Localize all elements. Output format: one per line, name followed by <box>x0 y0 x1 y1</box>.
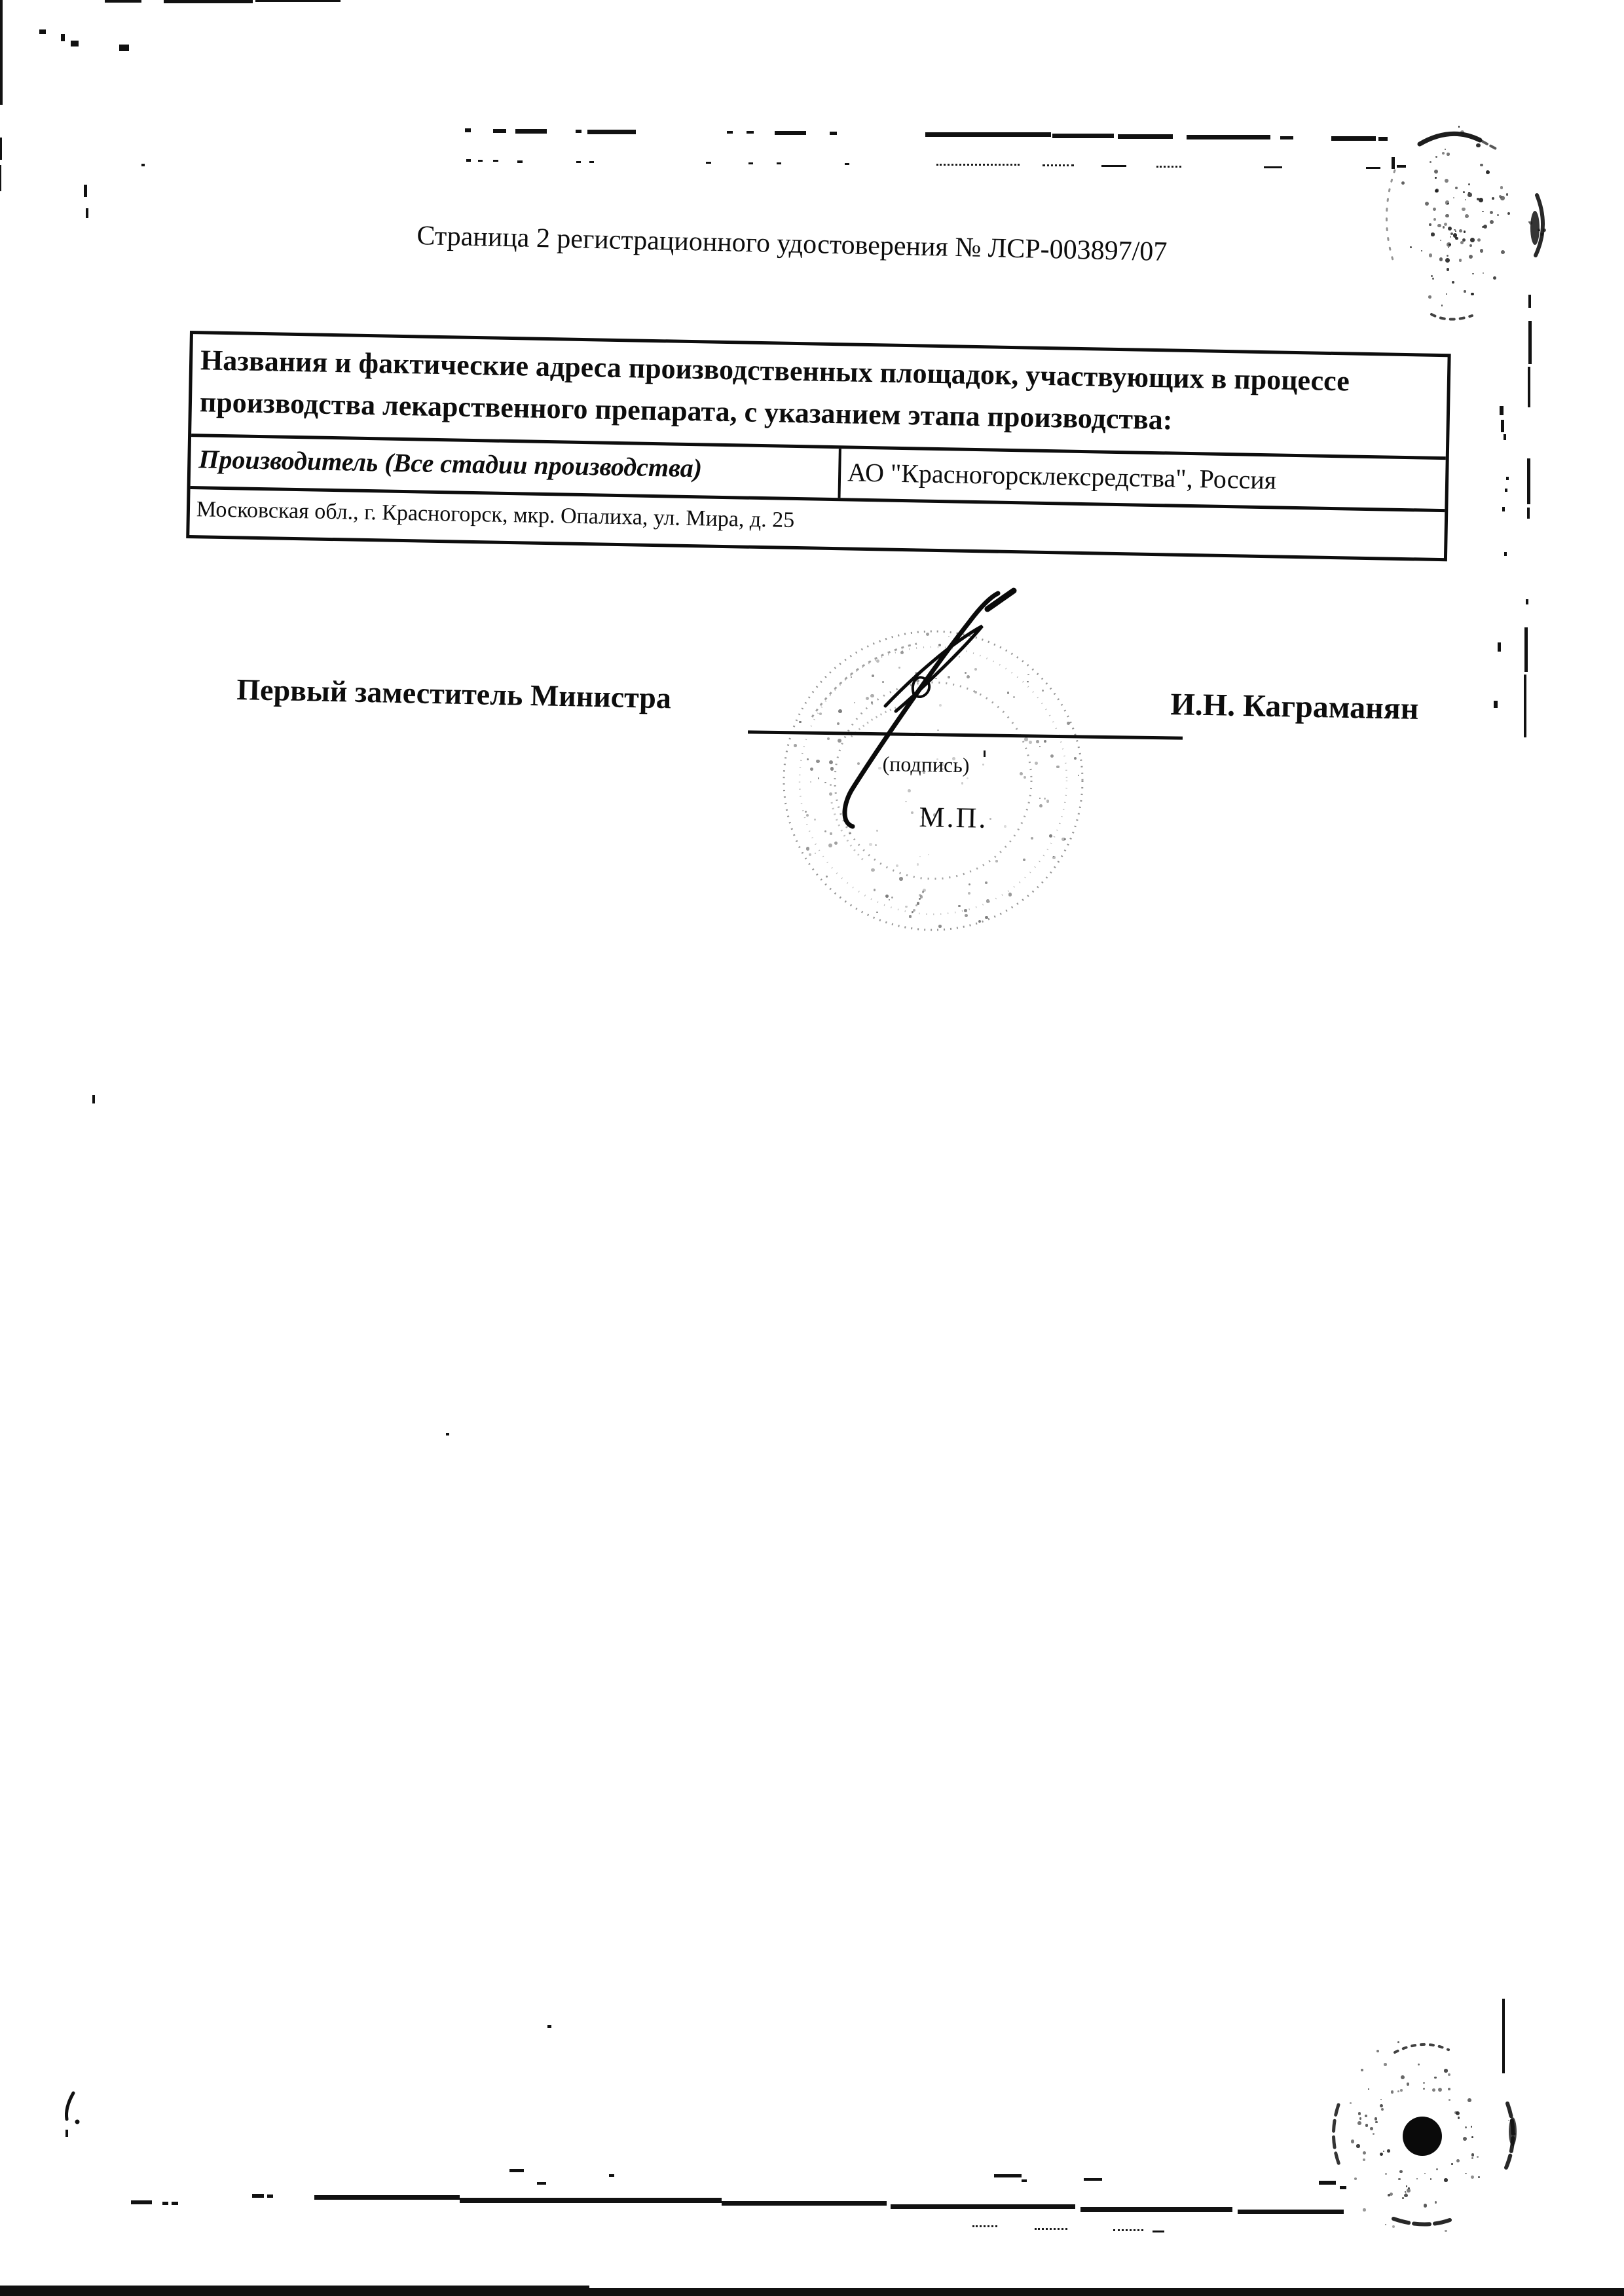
scan-speck <box>39 29 46 34</box>
scan-speck <box>460 2198 722 2203</box>
scan-speck <box>71 41 79 46</box>
scan-speck <box>1502 507 1505 511</box>
scan-speck <box>164 0 253 3</box>
scan-speck <box>1118 134 1173 139</box>
scan-speck <box>1506 477 1509 480</box>
scan-speck <box>509 2169 524 2172</box>
producer-address-cell: Московская обл., г. Красногорск, мкр. Опалиха, ул. Мира, д. 25 <box>196 497 795 532</box>
scan-speck <box>1022 2179 1027 2182</box>
scan-speck <box>141 164 145 166</box>
scan-speck <box>466 159 471 162</box>
scan-speck <box>255 0 341 2</box>
scan-speck <box>1084 2178 1102 2181</box>
page-header: Страница 2 регистрационного удостоверения № ЛСР-003897/07 <box>416 220 1168 267</box>
scan-speck <box>994 2174 1022 2177</box>
scan-speck <box>589 161 594 163</box>
scan-speck <box>1280 136 1293 139</box>
scan-speck <box>119 45 129 51</box>
scan-speck <box>517 160 523 163</box>
scan-speck <box>84 185 87 197</box>
scan-speck <box>1527 508 1530 519</box>
scan-speck <box>1052 134 1114 138</box>
scan-speck <box>1494 701 1498 708</box>
scan-speck <box>727 131 733 134</box>
scan-speck <box>1526 599 1528 604</box>
scan-speck <box>493 160 498 162</box>
scan-speck <box>576 130 581 133</box>
scan-speck <box>131 2200 152 2204</box>
scan-speck <box>1101 165 1126 167</box>
scan-speck <box>465 128 471 132</box>
scan-speck <box>722 2201 887 2206</box>
scan-speck <box>0 165 1 191</box>
scan-speck <box>972 2225 997 2227</box>
scan-speck <box>172 2202 178 2205</box>
scan-speck <box>92 1095 95 1103</box>
scan-speck <box>576 2288 1624 2296</box>
producer-name-cell: АО "Красногорсклексредства", Россия <box>847 457 1277 495</box>
scan-speck <box>1504 552 1507 556</box>
scan-speck <box>0 138 2 160</box>
scan-speck <box>925 132 1051 137</box>
producer-stage-cell: Производитель (Все стадии производства) <box>191 437 841 498</box>
seal-abbreviation: М.П. <box>919 800 988 834</box>
scan-speck <box>1501 420 1504 432</box>
scan-speck <box>891 2204 1075 2209</box>
scan-speck <box>609 2174 614 2177</box>
scan-speck <box>547 2025 551 2028</box>
scan-speck <box>1524 675 1526 737</box>
scan-speck <box>1528 367 1530 407</box>
top-right-emblem-artifact <box>1362 111 1572 334</box>
scan-speck <box>1500 406 1504 415</box>
scan-speck <box>252 2194 264 2198</box>
scan-speck <box>1187 135 1270 139</box>
scan-speck <box>537 2182 546 2185</box>
scan-speck <box>0 0 3 105</box>
scan-speck <box>576 161 581 163</box>
production-sites-table <box>186 331 1450 561</box>
hole-punch-mark <box>1403 2117 1442 2156</box>
signatory-name: И.Н. Каграманян <box>1170 686 1419 726</box>
scan-speck <box>706 162 711 164</box>
scan-speck <box>86 208 88 218</box>
scan-speck <box>267 2194 273 2198</box>
scan-speck <box>1153 2231 1164 2232</box>
scan-speck <box>1498 642 1501 652</box>
signature-caption: (подпись) <box>882 752 970 777</box>
scan-speck <box>1113 2229 1143 2231</box>
scan-speck <box>515 129 547 134</box>
bottom-right-emblem-artifact <box>1310 2024 1532 2240</box>
scan-speck <box>777 162 781 164</box>
scan-speck <box>748 162 753 164</box>
scan-speck <box>61 34 65 41</box>
scan-speck <box>1504 434 1506 440</box>
scan-speck <box>1156 166 1181 168</box>
scan-speck <box>493 129 506 133</box>
scan-speck <box>105 0 141 3</box>
scan-speck <box>936 164 1020 166</box>
scan-speck <box>1264 166 1282 168</box>
scan-speck <box>1035 2228 1067 2230</box>
handwritten-signature <box>812 576 1035 838</box>
scan-speck <box>1043 164 1074 166</box>
scan-speck <box>0 2286 589 2296</box>
scan-speck <box>446 1433 449 1435</box>
scan-speck <box>775 131 806 135</box>
table-header-cell: Названия и фактические адреса производственных площадок, участвующих в процессе производства лекарственного препарата, с указанием этапа производства: <box>191 334 1448 460</box>
scan-speck <box>1524 627 1528 672</box>
scan-speck <box>478 160 483 162</box>
signatory-title: Первый заместитель Министра <box>236 672 672 715</box>
scan-speck <box>587 130 636 134</box>
scan-speck <box>830 132 837 135</box>
scan-speck <box>747 131 754 134</box>
scan-speck <box>314 2195 460 2200</box>
scan-speck <box>1527 458 1530 504</box>
scan-speck <box>1505 489 1507 492</box>
scan-speck <box>845 163 849 165</box>
bottom-left-pen-mark <box>59 2086 98 2151</box>
scan-speck <box>1080 2207 1232 2212</box>
scan-speck <box>162 2202 168 2205</box>
